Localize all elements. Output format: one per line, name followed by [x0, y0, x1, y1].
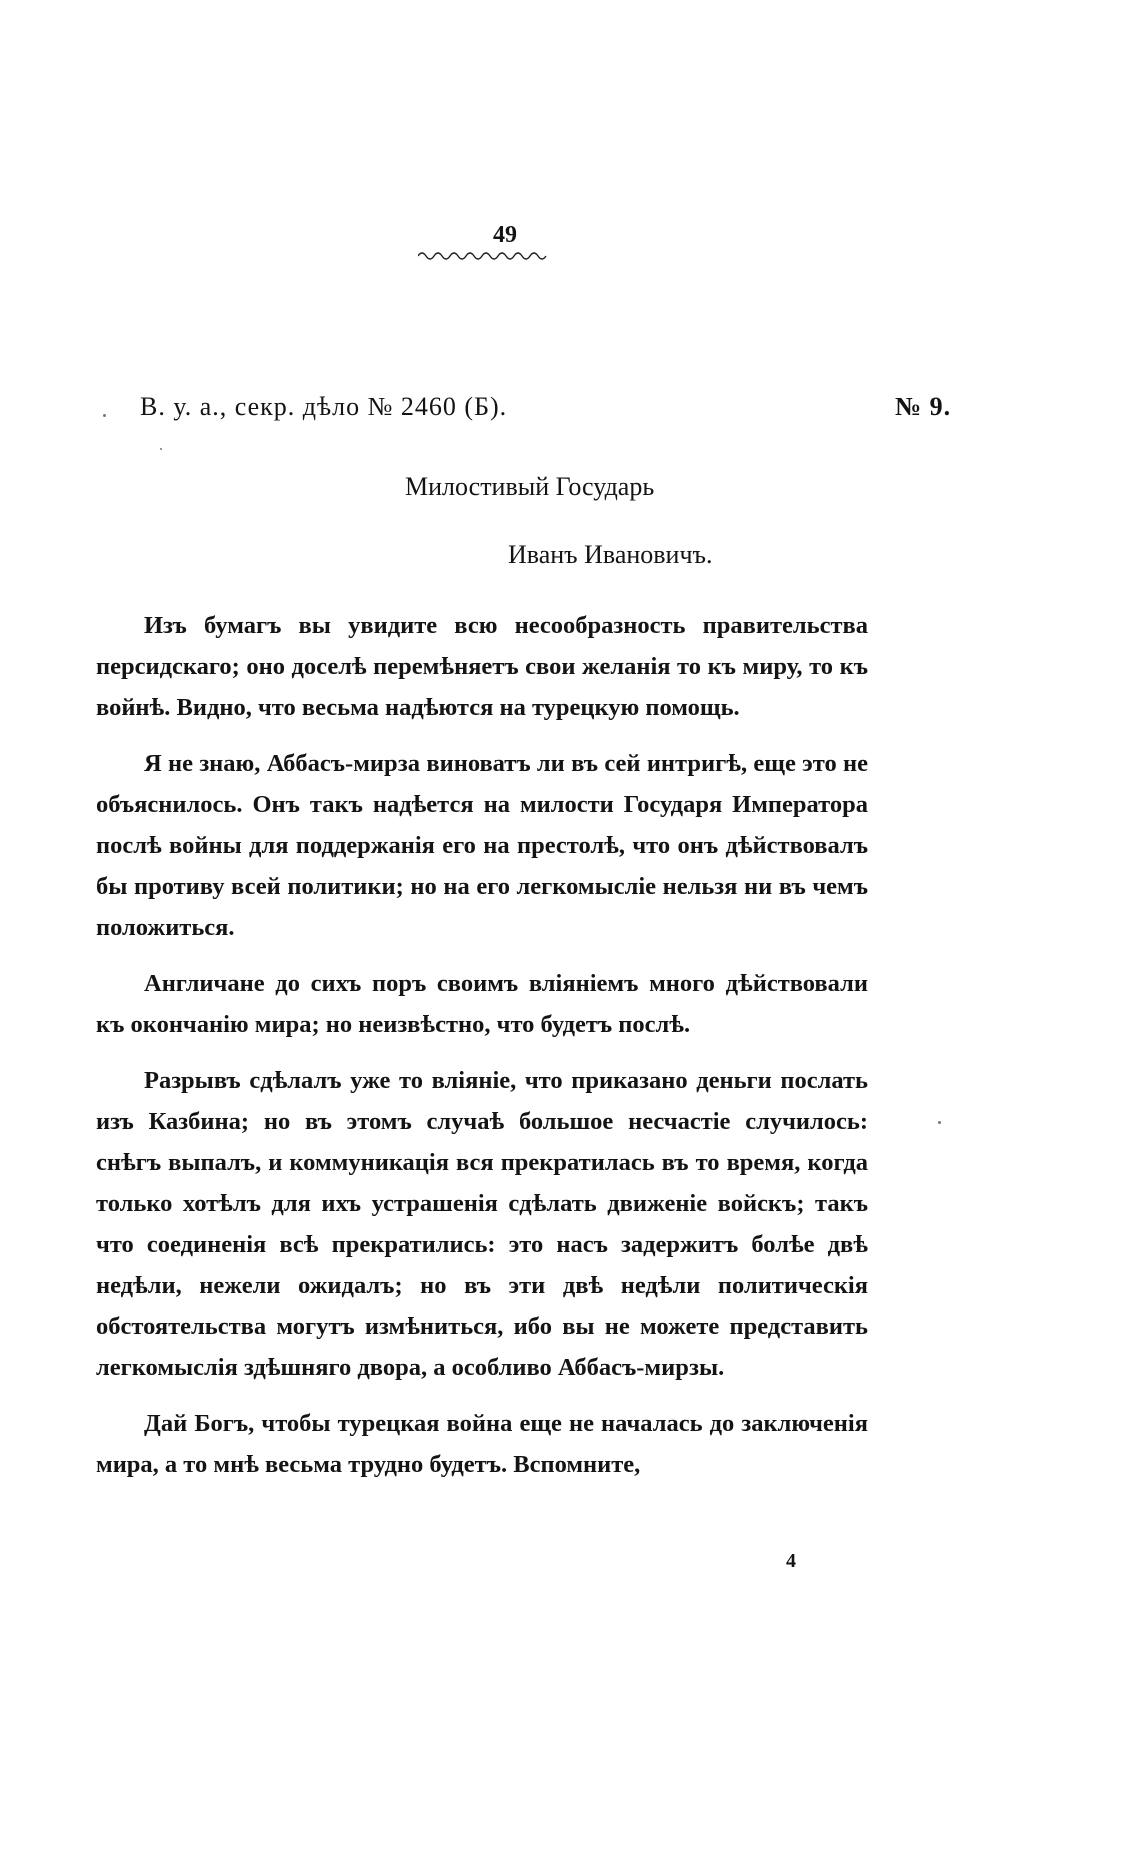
scan-speck	[103, 414, 106, 417]
paragraph: Я не знаю, Аббасъ-мирза виноватъ ли въ сей интригѣ, еще это не объяснилось. Онъ такъ надѣется на милости Государя Императора послѣ войны для поддержанія его на престолѣ, что онъ дѣйствовалъ бы противу всей политики; но на его легкомысліе нельзя ни въ чемъ положиться.	[96, 750, 868, 941]
paragraph: Дай Богъ, чтобы турецкая война еще не началась до заключенія мира, а то мнѣ весьма трудно будетъ. Вспомните,	[96, 1410, 868, 1478]
scan-speck	[160, 448, 162, 450]
page-number: 49	[493, 222, 517, 248]
salutation-name: Иванъ Ивановичъ.	[508, 540, 713, 569]
scan-speck	[938, 1121, 941, 1124]
paragraph: Изъ бумагъ вы увидите всю несообразность правительства персидскаго; оно доселѣ перемѣняетъ свои желанія то къ миру, то къ войнѣ. Видно, что весьма надѣются на турецкую помощь.	[96, 612, 868, 721]
document-number: № 9.	[895, 392, 952, 421]
letter-body	[96, 605, 868, 1500]
signature-mark: 4	[786, 1550, 796, 1572]
archive-reference: В. у. а., секр. дѣло № 2460 (Б).	[140, 392, 508, 421]
salutation-title: Милостивый Государь	[405, 472, 655, 501]
paragraph: Англичане до сихъ поръ своимъ вліяніемъ много дѣйствовали къ окончанію мира; но неизвѣстно, что будетъ послѣ.	[96, 970, 868, 1038]
paragraph: Разрывъ сдѣлалъ уже то вліяніе, что приказано деньги послать изъ Казбина; но въ этомъ случаѣ большое несчастіе случилось: снѣгъ выпалъ, и коммуникація вся прекратилась въ то время, когда только хотѣлъ для ихъ устрашенія сдѣлать движеніе войскъ; такъ что соединенія всѣ прекратились: это насъ задержитъ болѣе двѣ недѣли, нежели ожидалъ; но въ эти двѣ недѣли политическія обстоятельства могутъ измѣниться, ибо вы не можете представить легкомыслія здѣшняго двора, а особливо Аббасъ-мирзы.	[96, 1067, 868, 1381]
wavy-rule-ornament	[418, 250, 548, 262]
